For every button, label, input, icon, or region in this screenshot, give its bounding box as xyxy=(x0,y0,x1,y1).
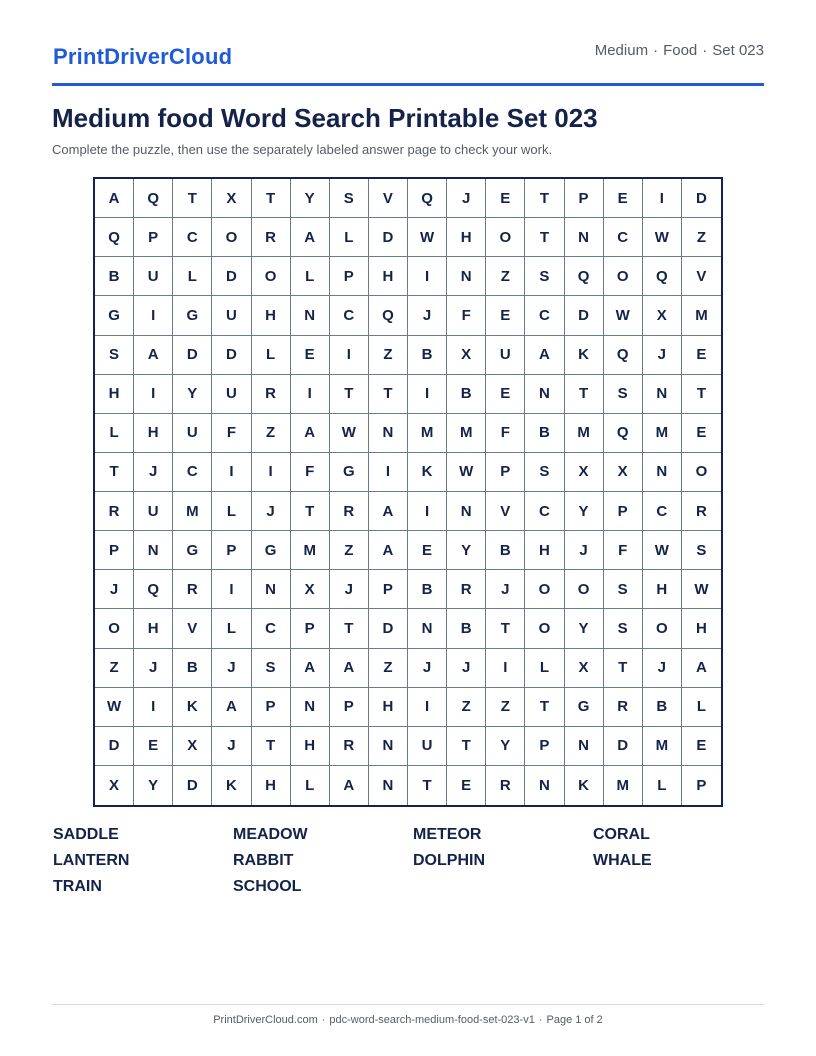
grid-cell: Y xyxy=(486,727,525,766)
grid-cell: T xyxy=(565,375,604,414)
page-subtitle: Complete the puzzle, then use the separately labeled answer page to check your work. xyxy=(52,142,553,157)
grid-cell: N xyxy=(291,296,330,335)
page-footer xyxy=(0,1014,816,1026)
grid-cell: U xyxy=(408,727,447,766)
grid-cell: Y xyxy=(291,179,330,218)
grid-cell: X xyxy=(643,296,682,335)
footer-separator: · xyxy=(538,1014,543,1026)
grid-cell: T xyxy=(330,609,369,648)
grid-cell: R xyxy=(173,570,212,609)
grid-cell: D xyxy=(173,336,212,375)
grid-cell: Q xyxy=(369,296,408,335)
grid-cell: W xyxy=(408,218,447,257)
grid-cell: W xyxy=(95,688,134,727)
grid-cell: P xyxy=(525,727,564,766)
grid-cell: E xyxy=(682,336,721,375)
word-list-item: RABBIT xyxy=(233,852,294,869)
grid-cell: I xyxy=(486,649,525,688)
grid-cell: Q xyxy=(408,179,447,218)
grid-cell: J xyxy=(565,531,604,570)
grid-cell: I xyxy=(330,336,369,375)
grid-cell: Q xyxy=(643,257,682,296)
grid-cell: F xyxy=(291,453,330,492)
grid-cell: Z xyxy=(369,336,408,375)
grid-cell: J xyxy=(447,649,486,688)
grid-cell: M xyxy=(408,414,447,453)
grid-cell: L xyxy=(212,609,251,648)
breadcrumb-separator: · xyxy=(653,42,659,59)
grid-cell: M xyxy=(173,492,212,531)
grid-cell: B xyxy=(643,688,682,727)
grid-cell: H xyxy=(252,766,291,805)
grid-cell: O xyxy=(212,218,251,257)
grid-cell: E xyxy=(408,531,447,570)
grid-cell: W xyxy=(330,414,369,453)
grid-cell: Q xyxy=(134,179,173,218)
grid-cell: Z xyxy=(369,649,408,688)
breadcrumb-separator: · xyxy=(702,42,708,59)
grid-cell: I xyxy=(252,453,291,492)
grid-cell: H xyxy=(525,531,564,570)
grid-cell: C xyxy=(604,218,643,257)
grid-cell: X xyxy=(565,453,604,492)
grid-cell: J xyxy=(212,727,251,766)
word-search-grid xyxy=(93,177,723,807)
grid-cell: I xyxy=(408,688,447,727)
grid-cell: T xyxy=(252,727,291,766)
grid-cell: Z xyxy=(447,688,486,727)
grid-cell: O xyxy=(252,257,291,296)
grid-cell: O xyxy=(486,218,525,257)
grid-cell: J xyxy=(643,336,682,375)
grid-cell: E xyxy=(682,414,721,453)
grid-cell: P xyxy=(95,531,134,570)
grid-cell: K xyxy=(565,336,604,375)
grid-cell: A xyxy=(212,688,251,727)
grid-cell: L xyxy=(95,414,134,453)
grid-cell: E xyxy=(447,766,486,805)
grid-cell: A xyxy=(291,649,330,688)
grid-cell: Z xyxy=(486,257,525,296)
word-list-item: MEADOW xyxy=(233,826,308,843)
grid-cell: J xyxy=(212,649,251,688)
grid-cell: I xyxy=(408,257,447,296)
footer-site: PrintDriverCloud.com xyxy=(213,1014,318,1026)
grid-cell: J xyxy=(134,649,173,688)
grid-cell: A xyxy=(95,179,134,218)
grid-cell: I xyxy=(134,296,173,335)
grid-cell: N xyxy=(447,257,486,296)
grid-cell: I xyxy=(212,570,251,609)
grid-cell: O xyxy=(565,570,604,609)
grid-cell: K xyxy=(565,766,604,805)
grid-cell: N xyxy=(643,453,682,492)
grid-cell: J xyxy=(330,570,369,609)
grid-cell: E xyxy=(134,727,173,766)
grid-cell: S xyxy=(682,531,721,570)
grid-cell: K xyxy=(212,766,251,805)
footer-divider xyxy=(52,1004,764,1005)
grid-cell: D xyxy=(173,766,212,805)
grid-cell: Y xyxy=(447,531,486,570)
grid-cell: J xyxy=(447,179,486,218)
grid-cell: U xyxy=(134,257,173,296)
grid-cell: W xyxy=(643,531,682,570)
grid-cell: N xyxy=(447,492,486,531)
grid-cell: R xyxy=(604,688,643,727)
grid-cell: N xyxy=(291,688,330,727)
grid-cell: Z xyxy=(486,688,525,727)
grid-cell: P xyxy=(696,776,707,794)
grid-cell: T xyxy=(252,179,291,218)
grid-cell: L xyxy=(291,257,330,296)
grid-cell: S xyxy=(252,649,291,688)
grid-cell: H xyxy=(369,257,408,296)
grid-cell: L xyxy=(682,688,721,727)
grid-cell: Z xyxy=(682,218,721,257)
grid-cell: H xyxy=(369,688,408,727)
grid-cell: H xyxy=(291,727,330,766)
grid-cell: B xyxy=(447,609,486,648)
grid-cell: A xyxy=(369,492,408,531)
grid-cell: P xyxy=(134,218,173,257)
grid-cell: O xyxy=(643,609,682,648)
grid-cell: R xyxy=(330,727,369,766)
grid-cell: P xyxy=(330,257,369,296)
grid-cell: K xyxy=(173,688,212,727)
grid-cell: X xyxy=(291,570,330,609)
grid-cell: W xyxy=(682,570,721,609)
grid-cell: N xyxy=(369,727,408,766)
grid-cell: J xyxy=(408,296,447,335)
grid-cell: G xyxy=(330,453,369,492)
grid-cell: D xyxy=(369,609,408,648)
grid-cell: O xyxy=(682,453,721,492)
grid-cell: N xyxy=(369,414,408,453)
grid-cell: W xyxy=(604,296,643,335)
grid-cell: K xyxy=(408,453,447,492)
grid-cell: E xyxy=(486,296,525,335)
breadcrumb xyxy=(595,42,764,59)
grid-cell: H xyxy=(643,570,682,609)
grid-cell: Y xyxy=(565,492,604,531)
grid-cell: L xyxy=(173,257,212,296)
footer-separator: · xyxy=(321,1014,326,1026)
grid-cell: O xyxy=(604,257,643,296)
grid-cell: P xyxy=(291,609,330,648)
grid-cell: A xyxy=(291,218,330,257)
grid-cell: A xyxy=(682,649,721,688)
grid-cell: L xyxy=(643,766,682,805)
grid-cell: U xyxy=(212,296,251,335)
grid-cell: H xyxy=(95,375,134,414)
grid-cell: D xyxy=(682,179,721,218)
grid-cell: T xyxy=(173,179,212,218)
grid-cell: X xyxy=(95,766,134,805)
grid-cell: E xyxy=(486,375,525,414)
grid-cell: L xyxy=(291,766,330,805)
grid-cell: R xyxy=(95,492,134,531)
grid-cell: B xyxy=(447,375,486,414)
grid-cell: X xyxy=(212,179,251,218)
grid-cell: I xyxy=(643,179,682,218)
grid-cell: R xyxy=(330,492,369,531)
grid-cell: A xyxy=(330,649,369,688)
breadcrumb-category: Food xyxy=(663,42,698,59)
grid-cell: Q xyxy=(604,336,643,375)
grid-cell: T xyxy=(525,179,564,218)
grid-cell: Z xyxy=(330,531,369,570)
grid-cell: O xyxy=(95,609,134,648)
grid-cell: Q xyxy=(95,218,134,257)
grid-cell: P xyxy=(330,688,369,727)
grid-cell: B xyxy=(95,257,134,296)
grid-cell: W xyxy=(643,218,682,257)
grid-cell: C xyxy=(643,492,682,531)
grid-cell: T xyxy=(408,766,447,805)
grid-cell: A xyxy=(330,766,369,805)
grid-cell: I xyxy=(134,375,173,414)
grid-cell: H xyxy=(252,296,291,335)
grid-cell: L xyxy=(525,649,564,688)
grid-cell: Y xyxy=(565,609,604,648)
grid-cell: M xyxy=(682,296,721,335)
grid-cell: C xyxy=(252,609,291,648)
grid-cell: J xyxy=(486,570,525,609)
grid-cell: Y xyxy=(134,766,173,805)
grid-cell: M xyxy=(291,531,330,570)
page-title: Medium food Word Search Printable Set 023 xyxy=(52,103,598,133)
grid-cell: T xyxy=(369,375,408,414)
grid-cell: P xyxy=(565,179,604,218)
grid-cell: S xyxy=(525,453,564,492)
grid-cell: N xyxy=(134,531,173,570)
grid-cell: R xyxy=(447,570,486,609)
grid-cell: X xyxy=(604,453,643,492)
grid-cell: P xyxy=(252,688,291,727)
grid-cell: H xyxy=(682,609,721,648)
grid-cell: E xyxy=(291,336,330,375)
breadcrumb-level: Medium xyxy=(594,42,649,59)
grid-cell: A xyxy=(134,336,173,375)
grid-cell: E xyxy=(604,179,643,218)
grid-cell: B xyxy=(173,649,212,688)
grid-cell: D xyxy=(565,296,604,335)
grid-cell: B xyxy=(525,414,564,453)
grid-cell: D xyxy=(212,336,251,375)
brand-logo[interactable]: PrintDriverCloud xyxy=(53,44,233,69)
grid-cell: J xyxy=(134,453,173,492)
grid-cell: D xyxy=(369,218,408,257)
grid-cell: Z xyxy=(252,414,291,453)
grid-cell: L xyxy=(212,492,251,531)
grid-cell: T xyxy=(447,727,486,766)
grid-cell: R xyxy=(252,375,291,414)
grid-cell: A xyxy=(291,414,330,453)
grid-cell: G xyxy=(173,296,212,335)
grid-cell: M xyxy=(604,766,643,805)
grid-cell: J xyxy=(252,492,291,531)
grid-cell: P xyxy=(369,570,408,609)
grid-cell: V xyxy=(486,492,525,531)
word-list-item: WHALE xyxy=(593,852,652,869)
word-list-item: SCHOOL xyxy=(233,878,302,895)
grid-cell: U xyxy=(173,414,212,453)
grid-cell: M xyxy=(565,414,604,453)
word-list-item: SADDLE xyxy=(53,826,119,843)
grid-cell: S xyxy=(604,375,643,414)
grid-cell: O xyxy=(525,570,564,609)
grid-cell: V xyxy=(369,179,408,218)
grid-cell: N xyxy=(252,570,291,609)
grid-cell: S xyxy=(604,609,643,648)
grid-cell: S xyxy=(604,570,643,609)
grid-cell: G xyxy=(95,296,134,335)
grid-cell: R xyxy=(486,766,525,805)
grid-cell: F xyxy=(604,531,643,570)
footer-page-number: Page 1 of 2 xyxy=(546,1014,603,1026)
grid-cell: T xyxy=(604,649,643,688)
grid-cell: X xyxy=(565,649,604,688)
grid-cell: J xyxy=(643,649,682,688)
grid-cell: H xyxy=(134,414,173,453)
grid-cell: J xyxy=(408,649,447,688)
grid-cell: Q xyxy=(565,257,604,296)
grid-cell: Z xyxy=(95,649,134,688)
grid-cell: I xyxy=(408,492,447,531)
grid-cell: N xyxy=(525,375,564,414)
grid-cell: F xyxy=(447,296,486,335)
grid-cell: I xyxy=(291,375,330,414)
grid-cell: C xyxy=(173,453,212,492)
grid-cell: C xyxy=(173,218,212,257)
grid-cell: L xyxy=(252,336,291,375)
grid-cell: V xyxy=(173,609,212,648)
footer-doc-id: pdc-word-search-medium-food-set-023-v1 xyxy=(329,1014,535,1026)
grid-cell: A xyxy=(525,336,564,375)
word-list-item: CORAL xyxy=(593,826,650,843)
grid-cell: T xyxy=(291,492,330,531)
grid-cell: N xyxy=(643,375,682,414)
grid-cell: Q xyxy=(604,414,643,453)
grid-cell: C xyxy=(330,296,369,335)
grid-cell: B xyxy=(408,570,447,609)
word-list-item: LANTERN xyxy=(53,852,130,869)
grid-cell: S xyxy=(525,257,564,296)
grid-cell: S xyxy=(95,336,134,375)
grid-cell: N xyxy=(525,766,564,805)
grid-cell: D xyxy=(95,727,134,766)
grid-cell: P xyxy=(212,531,251,570)
grid-cell: E xyxy=(682,727,721,766)
grid-cell: A xyxy=(369,531,408,570)
grid-cell: J xyxy=(95,570,134,609)
grid-cell: F xyxy=(486,414,525,453)
grid-cell: U xyxy=(212,375,251,414)
grid-cell: R xyxy=(682,492,721,531)
grid-cell: G xyxy=(565,688,604,727)
grid-cell: R xyxy=(252,218,291,257)
grid-cell: U xyxy=(486,336,525,375)
grid-cell: D xyxy=(212,257,251,296)
grid-cell: N xyxy=(565,727,604,766)
grid-cell: W xyxy=(447,453,486,492)
grid-cell: E xyxy=(486,179,525,218)
grid-cell: L xyxy=(330,218,369,257)
grid-cell: H xyxy=(447,218,486,257)
grid-cell: O xyxy=(525,609,564,648)
grid-cell: P xyxy=(486,453,525,492)
grid-cell: M xyxy=(643,414,682,453)
grid-cell: V xyxy=(682,257,721,296)
grid-cell: B xyxy=(486,531,525,570)
grid-cell: T xyxy=(486,609,525,648)
grid-cell: T xyxy=(682,375,721,414)
grid-cell: F xyxy=(212,414,251,453)
grid-cell: G xyxy=(173,531,212,570)
grid-cell: X xyxy=(447,336,486,375)
grid-cell: X xyxy=(173,727,212,766)
grid-cell: P xyxy=(604,492,643,531)
grid-cell: M xyxy=(643,727,682,766)
grid-cell: N xyxy=(565,218,604,257)
grid-cell: N xyxy=(408,609,447,648)
grid-cell: Y xyxy=(173,375,212,414)
header-divider xyxy=(52,83,764,86)
grid-cell: I xyxy=(134,688,173,727)
word-list xyxy=(53,826,773,896)
word-list-item: TRAIN xyxy=(53,878,102,895)
grid-cell: S xyxy=(330,179,369,218)
grid-cell: M xyxy=(447,414,486,453)
grid-cell: I xyxy=(369,453,408,492)
grid-cell: U xyxy=(134,492,173,531)
grid-cell: T xyxy=(525,218,564,257)
grid-cell: G xyxy=(252,531,291,570)
grid-cell: T xyxy=(330,375,369,414)
word-list-item: DOLPHIN xyxy=(413,852,485,869)
grid-cell: T xyxy=(95,453,134,492)
grid-cell: B xyxy=(408,336,447,375)
grid-cell: C xyxy=(525,492,564,531)
grid-cell: I xyxy=(408,375,447,414)
grid-cell: C xyxy=(525,296,564,335)
grid-cell: Q xyxy=(134,570,173,609)
breadcrumb-set: Set 023 xyxy=(712,42,764,59)
grid-cell: D xyxy=(604,727,643,766)
grid-cell: H xyxy=(134,609,173,648)
grid-cell: I xyxy=(212,453,251,492)
word-list-item: METEOR xyxy=(413,826,482,843)
grid-cell: N xyxy=(369,766,408,805)
grid-cell: T xyxy=(525,688,564,727)
